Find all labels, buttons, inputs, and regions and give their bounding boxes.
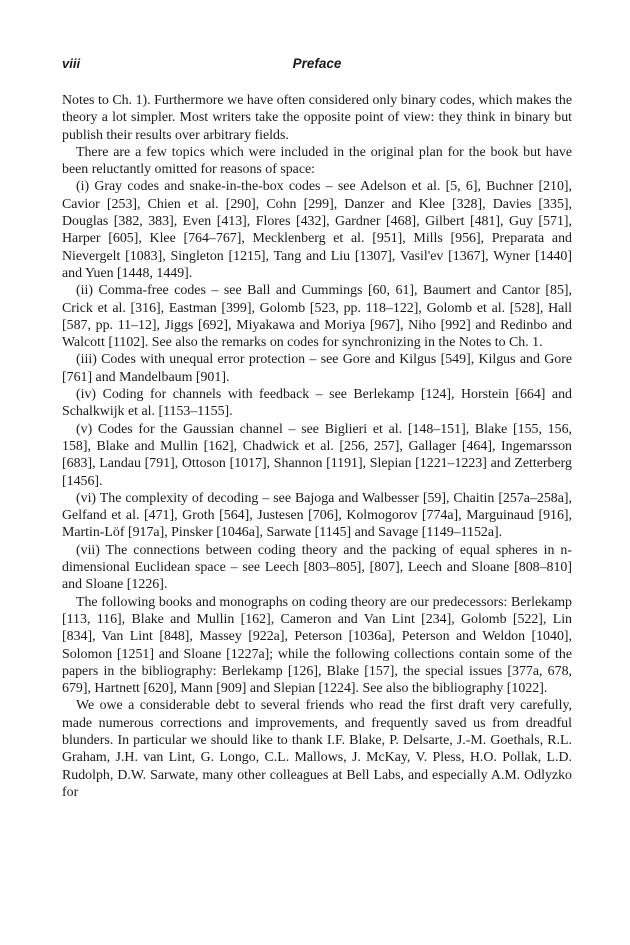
paragraph-topic-gaussian-channel: (v) Codes for the Gaussian channel – see Biglieri et al. [148–151], Blake [155, 156, 158], Blake and Mullin [162], Chadwick et al. [256, 257], Gallager [464], Ingemarsson [683], Landau [791], Ottoson [1017], Shannon [1191], Slepian [1221–1223] and Zetterberg [1456].	[62, 421, 572, 489]
paragraph-topic-sphere-packing: (vii) The connections between coding theory and the packing of equal spheres in n-dimensional Euclidean space – see Leech [803–805], [807], Leech and Sloane [808–810] and Sloane [1226].	[62, 542, 572, 593]
paragraph-topic-comma-free-codes: (ii) Comma-free codes – see Ball and Cummings [60, 61], Baumert and Cantor [85], Crick et al. [316], Eastman [399], Golomb [523, pp. 118–122], Golomb et al. [528], Hall [587, pp. 11–12], Jiggs [692], Miyakawa and Moriya [967], Niho [992] and Redinbo and Walcott [1102]. See also the remarks on codes for synchronizing in the Notes to Ch. 1.	[62, 283, 572, 351]
page-header	[62, 56, 572, 76]
paragraph-topic-unequal-error-protection: (iii) Codes with unequal error protection – see Gore and Kilgus [549], Kilgus and Gore [761] and Mandelbaum [901].	[62, 352, 572, 385]
paragraph-predecessor-books: The following books and monographs on coding theory are our predecessors: Berlekamp [113, 116], Blake and Mullin [162], Cameron and Van Lint [234], Golomb [522], Lin [834], Van Lint [848], Massey [922a], Peterson [1036a], Peterson and Weldon [1040], Solomon [1251] and Sloane [1227a]; while the following collections contain some of the papers in the bibliography: Berlekamp [126], Blake [157], the special issues [377a, 678, 679], Hartnett [620], Mann [909] and Slepian [1224]. See also the bibliography [1022].	[62, 594, 572, 697]
body-text	[62, 92, 572, 801]
paragraph-continuation: Notes to Ch. 1). Furthermore we have often considered only binary codes, which makes the theory a lot simpler. Most writers take the opposite point of view: they think in binary but publish their results over arbitrary fields.	[62, 93, 572, 143]
paragraph-topic-feedback-channels: (iv) Coding for channels with feedback – see Berlekamp [124], Horstein [664] and Schalkwijk et al. [1153–1155].	[62, 387, 572, 420]
paragraph-topic-decoding-complexity: (vi) The complexity of decoding – see Bajoga and Walbesser [59], Chaitin [257a–258a], Gelfand et al. [471], Groth [564], Justesen [706], Kolmogorov [774a], Marguinaud [916], Martin-Löf [917a], Pinsker [1046a], Sarwate [1145] and Savage [1149–1152a].	[62, 490, 572, 541]
paragraph-acknowledgements: We owe a considerable debt to several friends who read the first draft very carefully, made numerous corrections and improvements, and frequently saved us from dreadful blunders. In particular we should like to thank I.F. Blake, P. Delsarte, J.-M. Goethals, R.L. Graham, J.H. van Lint, G. Longo, C.L. Mallows, J. McKay, V. Pless, H.O. Pollak, L.D. Rudolph, D.W. Sarwate, many other colleagues at Bell Labs, and especially A.M. Odlyzko for	[62, 698, 572, 800]
paragraph-topic-gray-codes: (i) Gray codes and snake-in-the-box codes – see Adelson et al. [5, 6], Buchner [210], Cavior [253], Chien et al. [290], Cohn [299], Danzer and Klee [328], Davies [335], Douglas [382, 383], Even [413], Flores [432], Gardner [468], Gilbert [481], Guy [571], Harper [605], Klee [764–767], Mecklenberg et al. [951], Mills [956], Preparata and Nievergelt [1083], Singleton [1215], Tang and Liu [1307], Vasil'ev [1367], Wyner [1440] and Yuen [1448, 1449].	[62, 179, 572, 281]
page-number: viii	[62, 56, 81, 71]
running-title: Preface	[292, 56, 342, 71]
paragraph-omitted-topics-intro: There are a few topics which were included in the original plan for the book but have been reluctantly omitted for reasons of space:	[62, 144, 572, 178]
